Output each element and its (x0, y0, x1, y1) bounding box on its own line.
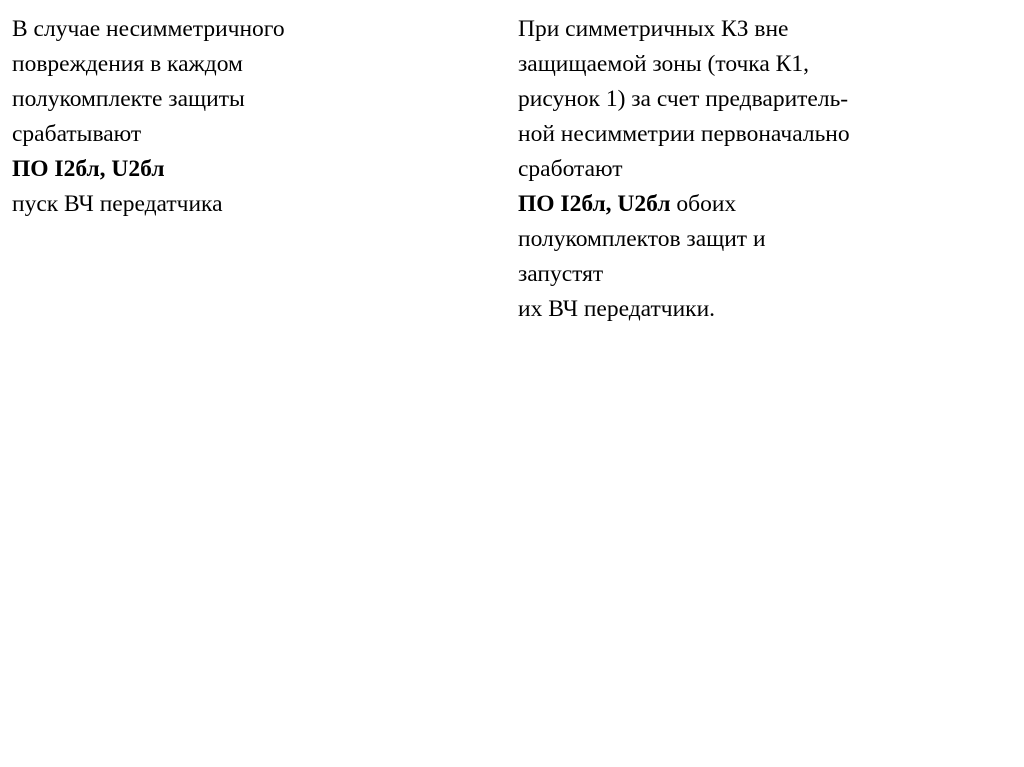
text-column-left (12, 12, 482, 222)
text-column-right (518, 12, 1018, 327)
text-line-emphasis: ПО I2бл, U2бл (12, 156, 165, 182)
text-line: В случае несимметричного (12, 16, 285, 42)
text-line: пуск ВЧ передатчика (12, 191, 223, 217)
text-emphasis-fragment: ПО I2бл, U2бл (518, 191, 671, 217)
text-line: полукомплекте защиты (12, 86, 245, 112)
text-line: их ВЧ передатчики. (518, 296, 716, 322)
text-line-mixed (518, 187, 1018, 222)
text-line: рисунок 1) за счет предваритель- (518, 86, 849, 112)
text-line: полукомплектов защит и (518, 226, 766, 252)
text-line: сработают (518, 156, 623, 182)
text-plain-fragment: обоих (670, 191, 737, 217)
text-line: срабатывают (12, 121, 142, 147)
text-line: повреждения в каждом (12, 51, 243, 77)
text-line: защищаемой зоны (точка К1, (518, 51, 809, 77)
text-line: ной несимметрии первоначально (518, 121, 850, 147)
text-line: При симметричных КЗ вне (518, 16, 789, 42)
text-line: запустят (518, 261, 604, 287)
